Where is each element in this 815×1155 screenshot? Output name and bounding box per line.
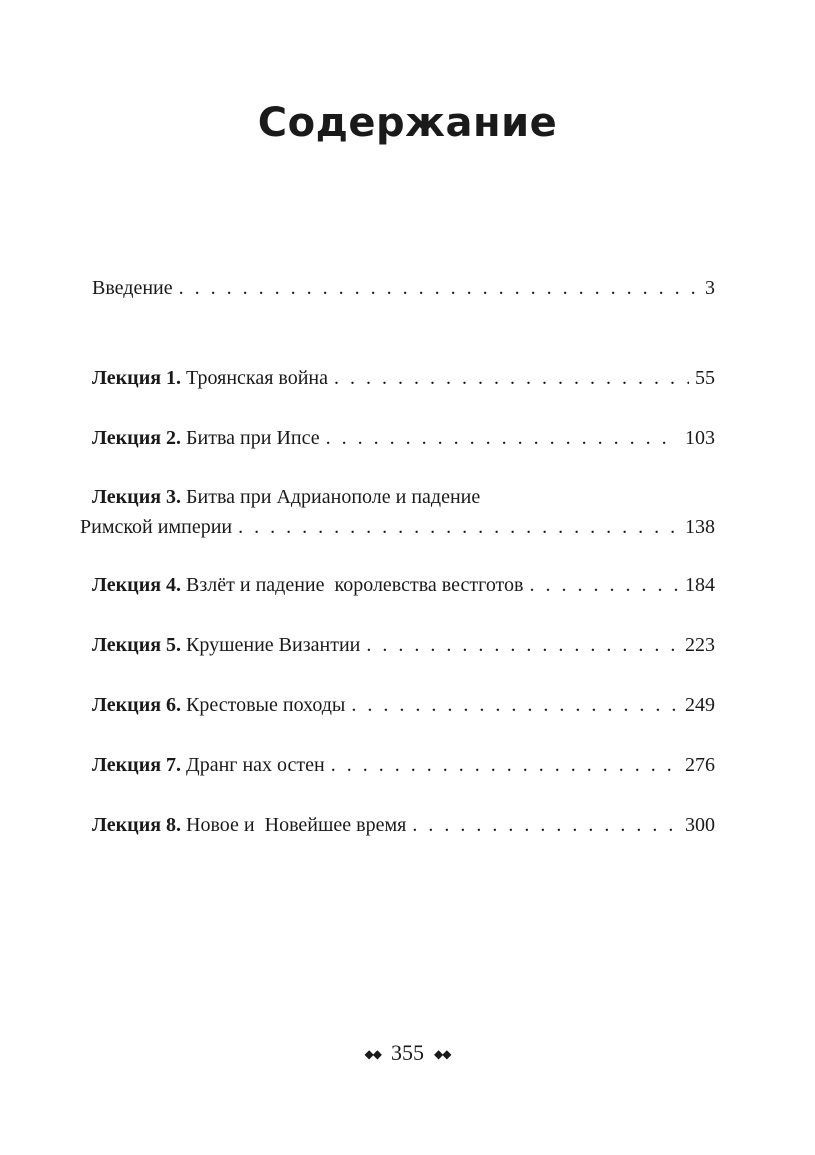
entry-page-number: 223: [685, 634, 715, 656]
dot-leader: [529, 570, 679, 600]
entry-page-number: 249: [685, 694, 715, 716]
toc-entry-lecture-7[interactable]: [92, 750, 715, 780]
entry-label: Лекция 6.: [92, 694, 182, 716]
diamond-ornament-icon: ◆◆: [364, 1047, 381, 1062]
entry-page-number: 184: [685, 574, 715, 596]
entry-page-number: 276: [685, 754, 715, 776]
entry-title: Новое и Новейшее время: [186, 814, 407, 836]
entry-title-continuation: Римской империи: [80, 516, 233, 538]
entry-label: Лекция 1.: [92, 367, 182, 389]
entry-label: Лекция 7.: [92, 754, 182, 776]
entry-label: Лекция 8.: [92, 814, 182, 836]
entry-label: Лекция 3.: [92, 486, 182, 508]
dot-leader: [331, 750, 679, 780]
toc-entry-lecture-4[interactable]: [92, 570, 715, 600]
page-title: Содержание: [257, 100, 558, 146]
dot-leader: [238, 512, 679, 542]
dot-leader: [412, 810, 679, 840]
toc-entry-lecture-6[interactable]: [92, 690, 715, 720]
entry-page-number: 55: [695, 367, 715, 389]
toc-entry-lecture-8[interactable]: [92, 810, 715, 840]
entry-title: Крушение Византии: [186, 634, 361, 656]
dot-leader: [179, 273, 699, 303]
toc-entry-lecture-2[interactable]: [92, 423, 715, 453]
page-footer: [0, 1040, 815, 1066]
dot-leader: [351, 690, 679, 720]
entry-title: Дранг нах остен: [186, 754, 325, 776]
folio-page-number: 355: [391, 1040, 424, 1065]
dot-leader: [366, 630, 679, 660]
entry-title: Крестовые походы: [186, 694, 346, 716]
dot-leader: [326, 423, 679, 453]
entry-label: Лекция 5.: [92, 634, 182, 656]
entry-page-number: 103: [685, 427, 715, 449]
entry-title: Введение: [92, 277, 173, 299]
toc-entry-lecture-5[interactable]: [92, 630, 715, 660]
entry-label: Лекция 2.: [92, 427, 182, 449]
entry-label: Лекция 4.: [92, 574, 182, 596]
diamond-ornament-icon: ◆◆: [434, 1047, 451, 1062]
entry-title: Троянская война: [186, 367, 328, 389]
entry-page-number: 300: [685, 814, 715, 836]
entry-page-number: 138: [685, 516, 715, 538]
entry-page-number: 3: [705, 277, 715, 299]
toc-entry-introduction[interactable]: [92, 273, 715, 303]
entry-title: Битва при Ипсе: [186, 427, 320, 449]
dot-leader: [334, 363, 689, 393]
entry-title: Битва при Адрианополе и падение: [186, 486, 481, 508]
toc-entry-lecture-1[interactable]: [92, 363, 715, 393]
toc-entry-lecture-3[interactable]: [80, 482, 715, 542]
entry-title: Взлёт и падение королевства вестготов: [186, 574, 524, 596]
